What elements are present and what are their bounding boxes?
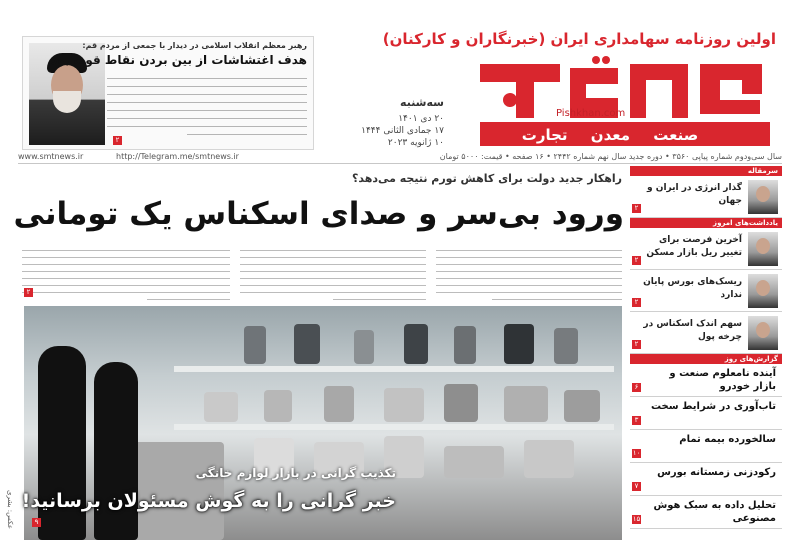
page-number-marker: ۲: [632, 204, 641, 213]
author-photo: [748, 180, 778, 214]
sidebar-note[interactable]: [630, 228, 782, 270]
sidebar-item-title: ریسک‌های بورس پایان ندارد: [643, 277, 742, 300]
author-photo: [748, 316, 778, 350]
page-number-marker: ۲: [24, 288, 33, 297]
section-label-editorial: سرمقاله: [630, 166, 782, 176]
leader-body-text: [107, 71, 307, 142]
text-column: [436, 250, 622, 304]
photo-headline[interactable]: خبر گرانی را به گوش مسئولان برسانید!: [21, 490, 396, 512]
photo-credit: عکس: بشری: [6, 490, 14, 530]
page-number-marker: ۶: [632, 383, 641, 392]
logo-main-text: [764, 70, 766, 71]
sidebar-note[interactable]: [630, 270, 782, 312]
page-number-marker: ۲: [113, 136, 122, 145]
sidebar-report[interactable]: [630, 463, 782, 496]
page-number-marker: ۹: [32, 518, 41, 527]
section-label-reports: گزارش‌های روز: [630, 354, 782, 364]
right-sidebar: [630, 166, 782, 540]
date-solar: ۲۰ دی ۱۴۰۱: [398, 114, 444, 124]
page-number-marker: ۳: [632, 416, 641, 425]
issue-meta: سال سی‌ودوم شماره پیاپی ۳۵۶۰ • دوره جدید سال نهم شماره ۲۴۴۲ • ۱۶ صفحه • قیمت: ۵۰۰۰ تومان: [439, 152, 782, 161]
date-box: [340, 96, 444, 149]
watermark: Pishkhan.com: [556, 108, 626, 119]
sidebar-note[interactable]: [630, 312, 782, 354]
author-photo: [748, 274, 778, 308]
sidebar-report[interactable]: [630, 430, 782, 463]
sidebar-item-title: تاب‌آوری در شرایط سخت: [650, 401, 776, 412]
issue-strip: [18, 152, 782, 164]
logo-sub-text: صنعت معدن تجارت: [521, 126, 699, 144]
sidebar-item-title: رکودزنی زمستانه بورس: [657, 467, 776, 478]
page-number-marker: ۱۵: [632, 515, 641, 523]
sidebar-item-title: تحلیل داده به سبک هوش مصنوعی: [653, 500, 776, 524]
author-photo: [748, 232, 778, 266]
page-number-marker: ۲: [632, 298, 641, 307]
page-number-marker: ۲: [632, 340, 641, 349]
leader-title[interactable]: هدف اغتشاشات از بین بردن نقاط قوت بود: [50, 53, 307, 67]
sidebar-editorial[interactable]: [630, 176, 782, 218]
main-kicker: راهکار جدید دولت برای کاهش تورم نتیجه می‌دهد؟: [351, 172, 622, 185]
date-gregorian: ۱۰ ژانویه ۲۰۲۳: [387, 138, 444, 148]
sidebar-item-title: سالخورده بیمه تمام: [679, 434, 776, 445]
date-lunar: ۱۷ جمادی الثانی ۱۴۴۴: [361, 126, 444, 136]
main-headline[interactable]: ورود بی‌سر و صدای اسکناس یک تومانی: [13, 196, 624, 232]
page-number-marker: ۱۰: [632, 449, 641, 457]
main-body-text: [22, 250, 622, 304]
telegram-link[interactable]: http://Telegram.me/smtnews.ir: [116, 152, 239, 161]
leader-kicker: رهبر معظم انقلاب اسلامی در دیدار با جمعی از مردم قم:: [82, 41, 307, 50]
section-label-notes: یادداشت‌های امروز: [630, 218, 782, 228]
text-column: [240, 250, 426, 304]
photo-kicker: تکذیب گرانی در بازار لوازم خانگی: [195, 466, 396, 480]
newspaper-slogan: اولین روزنامه سهامداری ایران (خبرنگاران و کارکنان): [382, 30, 776, 48]
leader-news-box[interactable]: [22, 36, 314, 150]
masthead: [0, 0, 800, 160]
website-link[interactable]: www.smtnews.ir: [18, 152, 84, 161]
newspaper-logo: [450, 54, 780, 148]
sidebar-report[interactable]: [630, 364, 782, 397]
sidebar-item-title: آخرین فرصت برای تغییر ریل بازار مسکن: [646, 235, 742, 258]
text-column: [22, 250, 230, 304]
sidebar-item-title: گذار انرژی در ایران و جهان: [647, 183, 742, 206]
sidebar-item-title: سهم اندک اسکناس در چرخه پول: [643, 319, 742, 342]
sidebar-report[interactable]: [630, 397, 782, 430]
sidebar-report[interactable]: [630, 496, 782, 529]
sidebar-item-title: آینده نامعلوم صنعت و بازار خودرو: [669, 368, 776, 392]
weekday: سه‌شنبه: [400, 96, 444, 109]
page-number-marker: ۲: [632, 256, 641, 265]
page-number-marker: ۷: [632, 482, 641, 491]
